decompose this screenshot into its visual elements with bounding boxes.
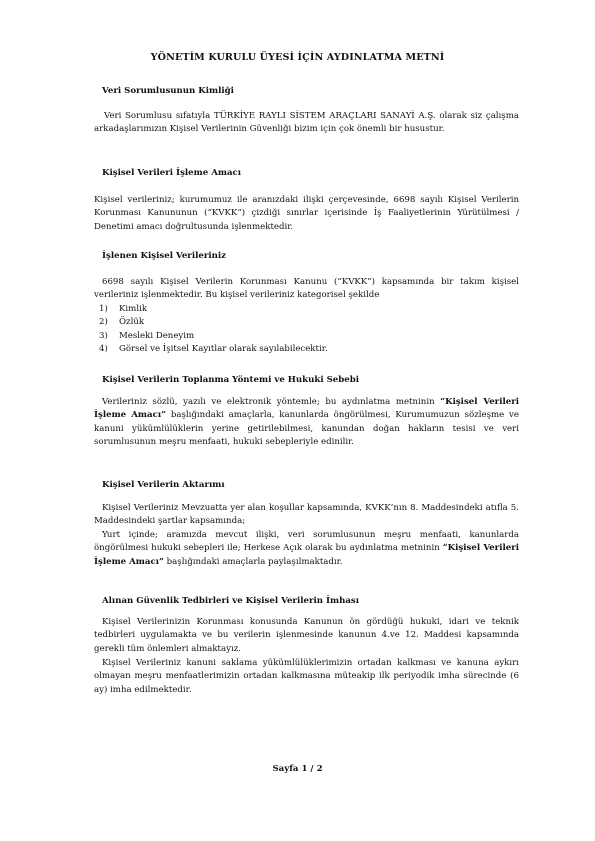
- section-text-security-2: Kişisel Verileriniz kanuni saklama yükümlülüklerimizin ortadan kalkması ve kanuna aykırı olmayan meşru menfaatlerimizin ortadan kalkmasına müteakip ilk periyodik imha sürecinde (6 ay) imha edilmektedir.: [94, 658, 519, 695]
- section-heading-processed: İşlenen Kişisel Verileriniz: [102, 251, 227, 261]
- section-text-collection: Verileriniz sözlü, yazılı ve elektronik yöntemle; bu aydınlatma metninin “Kişisel Verileri İşleme Amacı” başlığındaki amaçlarla, kanunlarda öngörülmesi, Kurumumuzun sözleşme ve kanuni yükümlülüklerin yerine getirilebilmesi, kanundan doğan hakların tesisi ve veri sorumlusunun meşru menfaati, hukuki sebepleriyle edinilir.: [94, 397, 519, 448]
- list-item: 4) Görsel ve İşitsel Kayıtlar olarak sayılabilecektir.: [99, 344, 328, 355]
- category-list: [99, 303, 328, 357]
- section-heading-transfer: Kişisel Verilerin Aktarımı: [102, 480, 225, 490]
- list-item: 3) Mesleki Deneyim: [99, 330, 195, 341]
- section-text-transfer-1: Kişisel Verileriniz Mevzuatta yer alan koşullar kapsamında, KVKK’nın 8. Maddesindeki atıfla 5. Maddesindeki şartlar kapsamında;: [94, 503, 519, 527]
- section-text-identity: Veri Sorumlusu sıfatıyla TÜRKİYE RAYLI SİSTEM ARAÇLARI SANAYİ A.Ş. olarak siz çalışma arkadaşlarımızın Kişisel Verilerinin Güvenliği bizim için çok önemli bir husustur.: [94, 111, 519, 135]
- section-text-security-1: Kişisel Verilerinizin Korunması konusunda Kanunun ön gördüğü hukuki, idari ve teknik tedbirleri uygulamakta ve bu verilerin işlenmesinde kanunun 4.ve 12. Maddesi kapsamında gerekli tüm önlemleri almaktayız.: [94, 617, 519, 654]
- bold-reference: “Kişisel Verileri İşleme Amacı”: [94, 543, 519, 567]
- list-item: 2) Özlük: [99, 317, 145, 328]
- document-title: YÖNETİM KURULU ÜYESİ İÇİN AYDINLATMA METNİ: [150, 52, 445, 63]
- list-item: 1) Kimlik: [99, 304, 148, 314]
- page-number: Sayfa 1 / 2: [272, 764, 323, 774]
- bold-reference: “Kişisel Verileri İşleme Amacı”: [94, 397, 519, 421]
- section-text-processed: 6698 sayılı Kişisel Verilerin Korunması Kanunu (“KVKK”) kapsamında bir takım kişisel verileriniz işlenmektedir. Bu kişisel verileriniz kategorisel şekilde: [94, 277, 519, 301]
- section-heading-identity: Veri Sorumlusunun Kimliği: [102, 86, 234, 96]
- section-heading-collection: Kişisel Verilerin Toplanma Yöntemi ve Hukuki Sebebi: [102, 375, 359, 385]
- section-text-purpose: Kişisel verileriniz; kurumumuz ile aranızdaki ilişki çerçevesinde, 6698 sayılı Kişisel Verilerin Korunması Kanununun (“KVKK”) çizdiği sınırlar içerisinde İş Faaliyetlerinin Yürütülmesi / Denetimi amacı doğrultusunda işlenmektedir.: [94, 195, 519, 232]
- section-heading-purpose: Kişisel Verileri İşleme Amacı: [102, 168, 242, 178]
- section-text-transfer-2: Yurt içinde; aramızda mevcut ilişki, veri sorumlusunun meşru menfaati, kanunlarda öngörülmesi hukuki sebepleri ile; Herkese Açık olarak bu aydınlatma metninin “Kişisel Verileri İşleme Amacı” başlığındaki amaçlarla paylaşılmaktadır.: [94, 530, 519, 567]
- section-heading-security: Alınan Güvenlik Tedbirleri ve Kişisel Verilerin İmhası: [102, 596, 360, 606]
